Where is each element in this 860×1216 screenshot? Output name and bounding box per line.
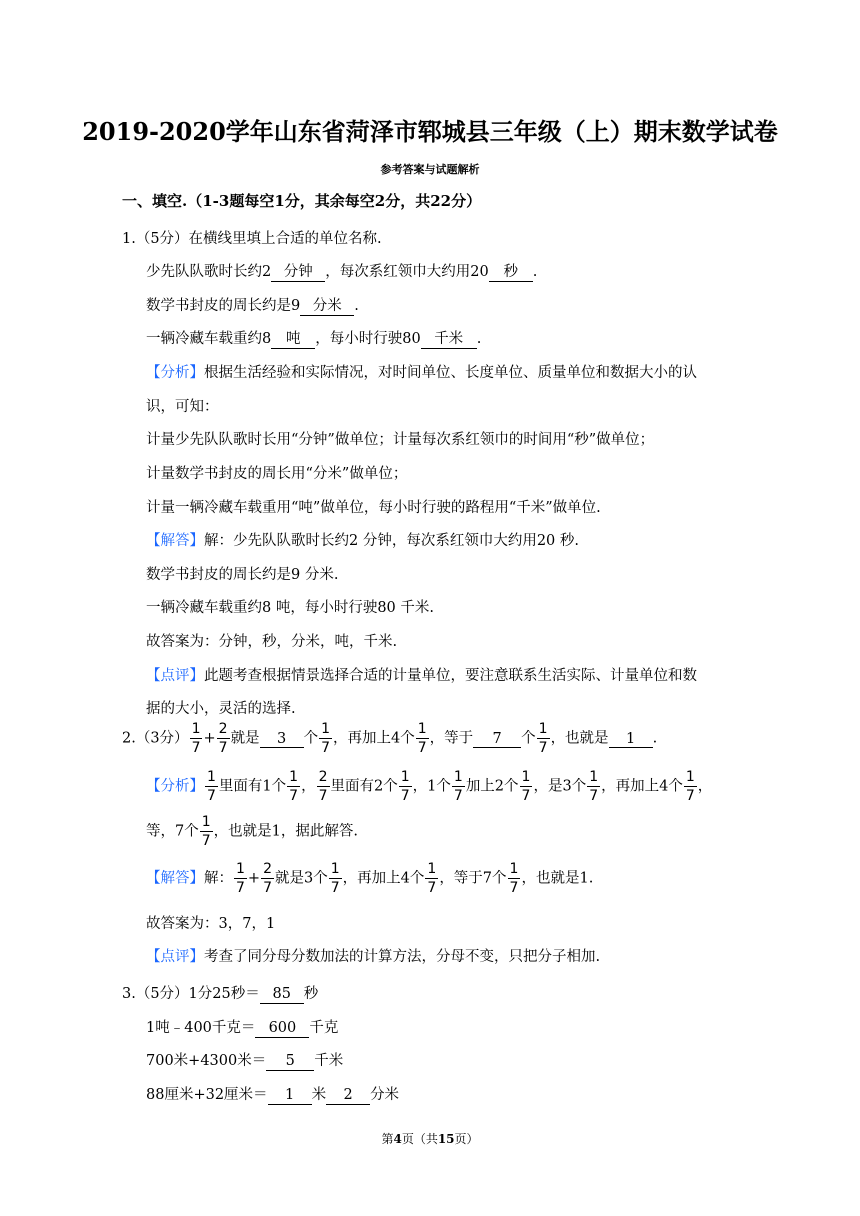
solution-text: 故答案为：3，7，1 — [146, 916, 276, 932]
answer-blank: 1 — [268, 1087, 312, 1105]
answer-blank: 千米 — [421, 331, 477, 349]
section-heading: 一、填空.（1-3题每空1分，其余每空2分，共22分） — [122, 192, 482, 210]
page-subtitle: 参考答案与试题解析 — [380, 163, 480, 176]
answer-blank: 85 — [260, 986, 304, 1004]
analysis-text: 识，可知： — [146, 399, 219, 415]
answer-blank: 分米 — [300, 298, 354, 316]
question-3-line-3: 88厘米+32厘米＝ 1 米 2 分米 — [146, 1087, 400, 1103]
question-2-head: 2.（3分） $\frac{1}{7}$ + $\frac{2}{7}$ 就是 3 个 $\frac{1}{7}$ ，再加上4个 $\frac{1}{7}$ ，等于 7 个 $\frac{1}{7}$ ，也就是 1 . — [122, 721, 658, 756]
fraction: $\frac{1}{7}$ — [417, 721, 427, 756]
page-number: 4 — [393, 1132, 402, 1146]
question-1-line-1: 少先队队歌时长约2 分钟 ，每次系红领巾大约用20 秒 . — [146, 264, 538, 280]
solution-text: 数学书封皮的周长约是9 分米. — [146, 567, 339, 583]
question-1-solution: 【解答】解：少先队队歌时长约2 分钟，每次系红领巾大约用20 秒. — [146, 533, 580, 549]
fraction: $\frac{2}{7}$ — [218, 721, 228, 756]
question-3-line-1: 1吨﹣400千克＝ 600 千克 — [146, 1020, 339, 1036]
fraction: $\frac{1}{7}$ — [538, 721, 548, 756]
question-1-head: 1.（5分）在横线里填上合适的单位名称. — [122, 231, 382, 247]
page-title: 2019-2020学年山东省菏泽市郓城县三年级（上）期末数学试卷 — [82, 117, 778, 146]
analysis-text: 计量数学书封皮的周长用“分米”做单位； — [146, 466, 408, 482]
answer-blank: 600 — [255, 1020, 309, 1038]
analysis-text: 等，7个 $\frac{1}{7}$ ，也就是1，据此解答. — [146, 814, 358, 849]
answer-blank: 1 — [609, 731, 653, 749]
answer-blank: 3 — [260, 731, 304, 749]
solution-text: 故答案为：分钟，秒，分米，吨，千米. — [146, 634, 398, 650]
answer-blank: 吨 — [271, 331, 315, 349]
question-3-line-2: 700米+4300米＝ 5 千米 — [146, 1053, 344, 1069]
page-footer: 第4页（共15页） — [381, 1132, 479, 1146]
comment-tag: 【点评】 — [146, 949, 204, 965]
answer-blank: 7 — [473, 731, 521, 749]
question-1-line-2: 数学书封皮的周长约是9 分米 . — [146, 298, 359, 314]
analysis-tag: 【分析】 — [146, 778, 204, 795]
answer-blank: 分钟 — [271, 264, 325, 282]
answer-blank: 秒 — [489, 264, 533, 282]
analysis-tag: 【分析】 — [146, 365, 204, 381]
analysis-text: 计量一辆冷藏车载重用“吨”做单位，每小时行驶的路程用“千米”做单位. — [146, 500, 601, 516]
analysis-text: 计量少先队队歌时长用“分钟”做单位；计量每次系红领巾的时间用“秒”做单位； — [146, 432, 655, 448]
page-total: 15 — [437, 1132, 455, 1146]
question-1-comment: 【点评】此题考查根据情景选择合适的计量单位，要注意联系生活实际、计量单位和数 — [146, 668, 697, 684]
fraction: $\frac{1}{7}$ — [191, 721, 201, 756]
fraction: $\frac{1}{7}$ — [321, 721, 330, 756]
question-2-solution: 【解答】解： $\frac{1}{7}$ + $\frac{2}{7}$ 就是3个 $\frac{1}{7}$ ，再加上4个 $\frac{1}{7}$ ，等于7个 $\frac{1}{7}$ ，也就是1. — [146, 861, 594, 896]
question-3-head: 3.（5分）1分25秒＝ 85 秒 — [122, 986, 319, 1002]
comment-text: 据的大小，灵活的选择. — [146, 701, 296, 717]
solution-tag: 【解答】 — [146, 533, 204, 549]
solution-tag: 【解答】 — [146, 870, 204, 887]
question-2-comment: 【点评】考查了同分母分数加法的计算方法，分母不变，只把分子相加. — [146, 949, 601, 965]
question-1-analysis: 【分析】根据生活经验和实际情况，对时间单位、长度单位、质量单位和数据大小的认 — [146, 365, 697, 381]
question-2-analysis: 【分析】 $\frac{1}{7}$ 里面有1个 $\frac{1}{7}$ ， $\frac{2}{7}$ 里面有2个 $\frac{1}{7}$ ，1个 $\frac{1}{7}$ 加上2个 $\frac{1}{7}$ ，是3个 $\frac{1}{7}$ ，再加上4个 $\frac{1}{7}$ ， — [146, 769, 713, 804]
solution-text: 一辆冷藏车载重约8 吨，每小时行驶80 千米. — [146, 600, 435, 616]
question-1-line-3: 一辆冷藏车载重约8 吨 ，每小时行驶80 千米 . — [146, 331, 482, 347]
answer-blank: 2 — [326, 1087, 370, 1105]
answer-blank: 5 — [266, 1053, 314, 1071]
comment-tag: 【点评】 — [146, 668, 204, 684]
